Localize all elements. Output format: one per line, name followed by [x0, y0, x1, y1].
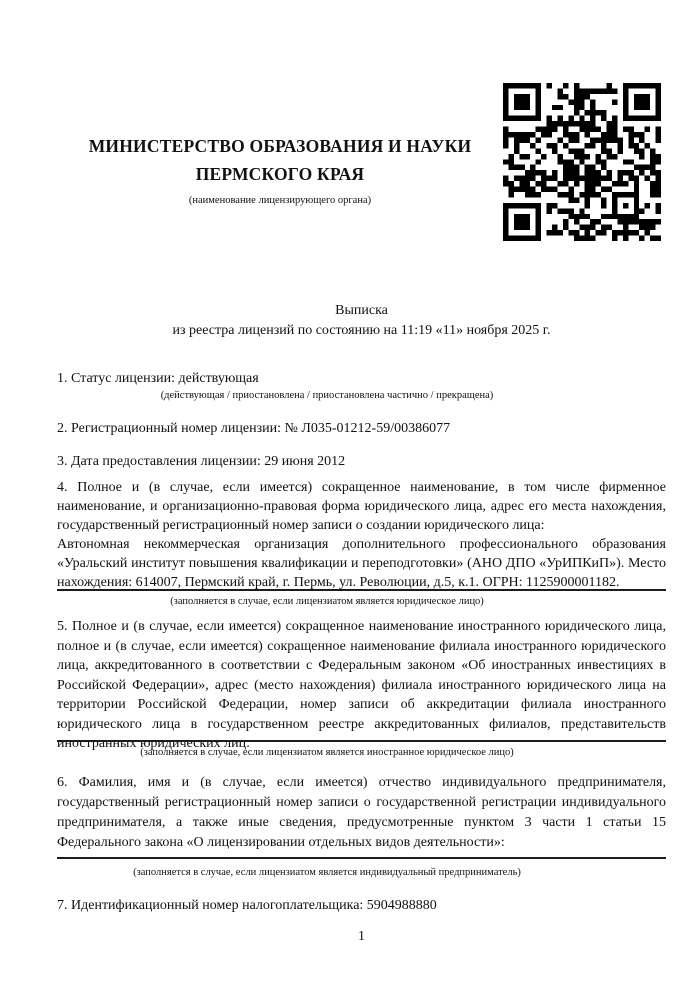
taxpayer-id-line: 7. Идентификационный номер налогоплательщика: 5904988880: [57, 898, 437, 913]
ministry-name: [57, 133, 503, 188]
ministry-name-caption: (наименование лицензирующего органа): [188, 195, 372, 206]
license-status-line: 1. Статус лицензии: действующая: [57, 371, 259, 386]
license-grant-date-line: 3. Дата предоставления лицензии: 29 июня 2012: [57, 454, 346, 469]
registration-number-line: 2. Регистрационный номер лицензии: № Л035-01212-59/00386077: [57, 421, 451, 436]
individual-entrepreneur-caption: (заполняется в случае, если лицензиатом является индивидуальный предприниматель): [133, 867, 521, 878]
legal-entity-value: Автономная некоммерческая организация дополнительного профессионального образования «Уральский институт повышения квалификации и переподготовки» (АНО ДПО «УрИПКиП»). Место нахождения: 614007, Пермский край, г. Пермь, ул. Революции, д.5, к.1. ОГРН: 1125900001182.: [57, 537, 666, 590]
individual-entrepreneur-section: 6. Фамилия, имя и (в случае, если имеется) отчество индивидуального предпринимателя, государственный регистрационный номер записи о государственной регистрации индивидуального предпринимателя, а также иные сведения, предусмотренные пунктом 3 части 1 статьи 15 Федерального закона «О лицензировании отдельных видов деятельности»:: [57, 775, 666, 850]
foreign-entity-underline: [57, 740, 666, 742]
individual-entrepreneur-underline: [57, 857, 666, 859]
legal-entity-label: 4. Полное и (в случае, если имеется) сокращенное наименование, в том числе фирменное наименование, и организационно-правовая форма юридического лица, адрес его места нахождения, государственный регистрационный номер записи о создании юридического лица:: [57, 480, 666, 533]
license-status-caption: (действующая / приостановлена / приостановлена частично / прекращена): [160, 390, 494, 401]
foreign-entity-caption: (заполняется в случае, если лицензиатом является иностранное юридическое лицо): [140, 747, 514, 758]
foreign-entity-section: 5. Полное и (в случае, если имеется) сокращенное наименование иностранного юридического лица, полное и (в случае, если имеется) сокращенное наименование филиала иностранного юридического лица, аккредитованного в соответствии с Федеральным законом «Об иностранных инвестициях в Российской Федерации», адрес (место нахождения) филиала иностранного юридического лица на территории Российской Федерации, номер записи об аккредитации филиала иностранного юридического лица в государственном реестре аккредитованных филиалов, представительств иностранных юридических лиц:: [57, 619, 666, 751]
legal-entity-section: [57, 478, 666, 592]
document-subtitle: из реестра лицензий по состоянию на 11:19 «11» ноября 2025 г.: [172, 323, 551, 338]
qr-code-icon: [503, 83, 661, 241]
ministry-name-line2: ПЕРМСКОГО КРАЯ: [195, 163, 365, 184]
licensing-authority-header: [57, 133, 503, 207]
legal-entity-underline: [57, 589, 666, 591]
ministry-name-line1: МИНИСТЕРСТВО ОБРАЗОВАНИЯ И НАУКИ: [88, 136, 472, 156]
page-number: 1: [358, 929, 365, 944]
document-title: Выписка: [335, 303, 388, 318]
document-title-block: [57, 301, 666, 341]
legal-entity-caption: (заполняется в случае, если лицензиатом является юридическое лицо): [170, 596, 484, 607]
